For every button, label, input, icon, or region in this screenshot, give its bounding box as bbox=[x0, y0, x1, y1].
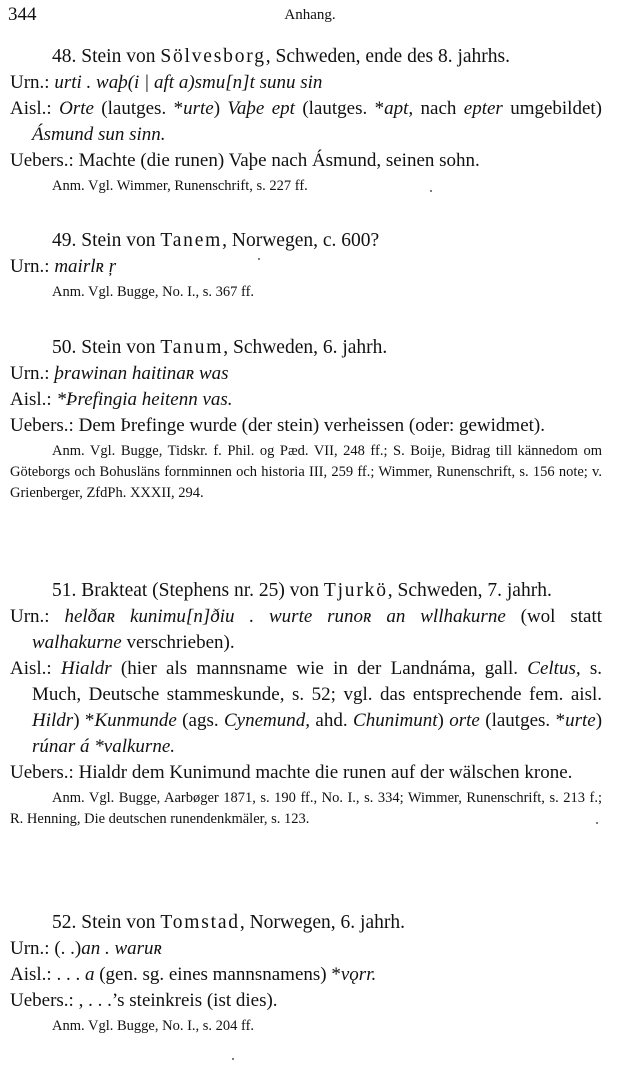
running-title: Anhang. bbox=[284, 7, 336, 23]
footnote-anm: Anm. Vgl. Bugge, Aarbøger 1871, s. 190 ff., No. I., s. 334; Wimmer, Runenschrift, s. 213 f.; R. Henning, Die deutschen runendenkmäler, s. 123. bbox=[10, 790, 602, 827]
urnordisch-line: Urn.: þrawinan haitinaʀ was bbox=[10, 363, 229, 384]
footnote-anm: Anm. Vgl. Wimmer, Runenschrift, s. 227 ff. bbox=[52, 178, 308, 194]
page-number: 344 bbox=[8, 4, 37, 25]
print-speck bbox=[596, 822, 598, 824]
entry-52 bbox=[10, 909, 602, 1037]
uebersetzung-line: Uebers.: Dem Þrefinge wurde (der stein) verheissen (oder: gewidmet). bbox=[10, 415, 545, 436]
place-name: Tjurkö bbox=[323, 580, 388, 601]
entry-heading: 51. Brakteat (Stephens nr. 25) von Tjurkö, Schweden, 7. jahrh. bbox=[52, 580, 552, 601]
altislaendisch-line: Aisl.: *Þrefingia heitenn vas. bbox=[10, 389, 233, 410]
entry-heading: 50. Stein von Tanum, Schweden, 6. jahrh. bbox=[52, 337, 388, 358]
footnote-anm: Anm. Vgl. Bugge, Tidskr. f. Phil. og Pæd. VII, 248 ff.; S. Boije, Bidrag till kännedom om Göteborgs och Bohusläns fornminnen och historia III, 259 ff.; Wimmer, Runenschrift, s. 156 note; v. Grienberger, ZfdPh. XXXII, 294. bbox=[10, 443, 602, 501]
running-header bbox=[8, 4, 612, 28]
place-name: Sölvesborg bbox=[160, 46, 266, 67]
entry-51 bbox=[10, 577, 602, 830]
print-speck bbox=[232, 1058, 234, 1060]
footnote-anm: Anm. Vgl. Bugge, No. I., s. 367 ff. bbox=[52, 284, 255, 300]
entry-heading: 52. Stein von Tomstad, Norwegen, 6. jahrh. bbox=[52, 912, 405, 933]
footnote-anm: Anm. Vgl. Bugge, No. I., s. 204 ff. bbox=[52, 1018, 255, 1034]
print-speck bbox=[430, 190, 432, 192]
altislaendisch-line: Aisl.: Orte (lautges. *urte) Vaþe ept (lautges. *apt, nach epter umgebildet) Ásmund sun sinn. bbox=[10, 98, 603, 145]
print-speck bbox=[258, 258, 260, 260]
entry-heading: 48. Stein von Sölvesborg, Schweden, ende des 8. jahrhs. bbox=[52, 46, 510, 67]
entry-50 bbox=[10, 334, 602, 504]
altislaendisch-line: Aisl.: Hialdr (hier als mannsname wie in der Landnáma, gall. Celtus, s. Much, Deutsche stammeskunde, s. 52; vgl. das entsprechende fem. aisl. Hildr) *Kunmunde (ags. Cynemund, ahd. Chunimunt) orte (lautges. *urte) rúnar á *valkurne. bbox=[10, 658, 603, 757]
urnordisch-line: Urn.: mairlʀ ŗ bbox=[10, 256, 117, 277]
uebersetzung-line: Uebers.: , . . .’s steinkreis (ist dies). bbox=[10, 990, 278, 1011]
urnordisch-line: Urn.: helðaʀ kunimu[n]ðiu . wurte runoʀ an wllhakurne (wol statt walhakurne verschrieben). bbox=[10, 606, 602, 653]
uebersetzung-line: Uebers.: Machte (die runen) Vaþe nach Ásmund, seinen sohn. bbox=[10, 150, 480, 171]
urnordisch-line: Urn.: (. .)an . waruʀ bbox=[10, 938, 162, 959]
place-name: Tanem bbox=[160, 230, 223, 251]
entry-48 bbox=[10, 43, 602, 197]
uebersetzung-line: Uebers.: Hialdr dem Kunimund machte die runen auf der wälschen krone. bbox=[10, 762, 573, 783]
entry-heading: 49. Stein von Tanem, Norwegen, c. 600? bbox=[52, 230, 380, 251]
altislaendisch-line: Aisl.: . . . a (gen. sg. eines mannsnamens) *vǫrr. bbox=[10, 964, 377, 985]
place-name: Tanum bbox=[160, 337, 224, 358]
urnordisch-line: Urn.: urti . wаþ(i | аft a)smu[n]t sunu sin bbox=[10, 72, 323, 93]
place-name: Tomstad bbox=[160, 912, 240, 933]
entry-49 bbox=[10, 227, 602, 303]
